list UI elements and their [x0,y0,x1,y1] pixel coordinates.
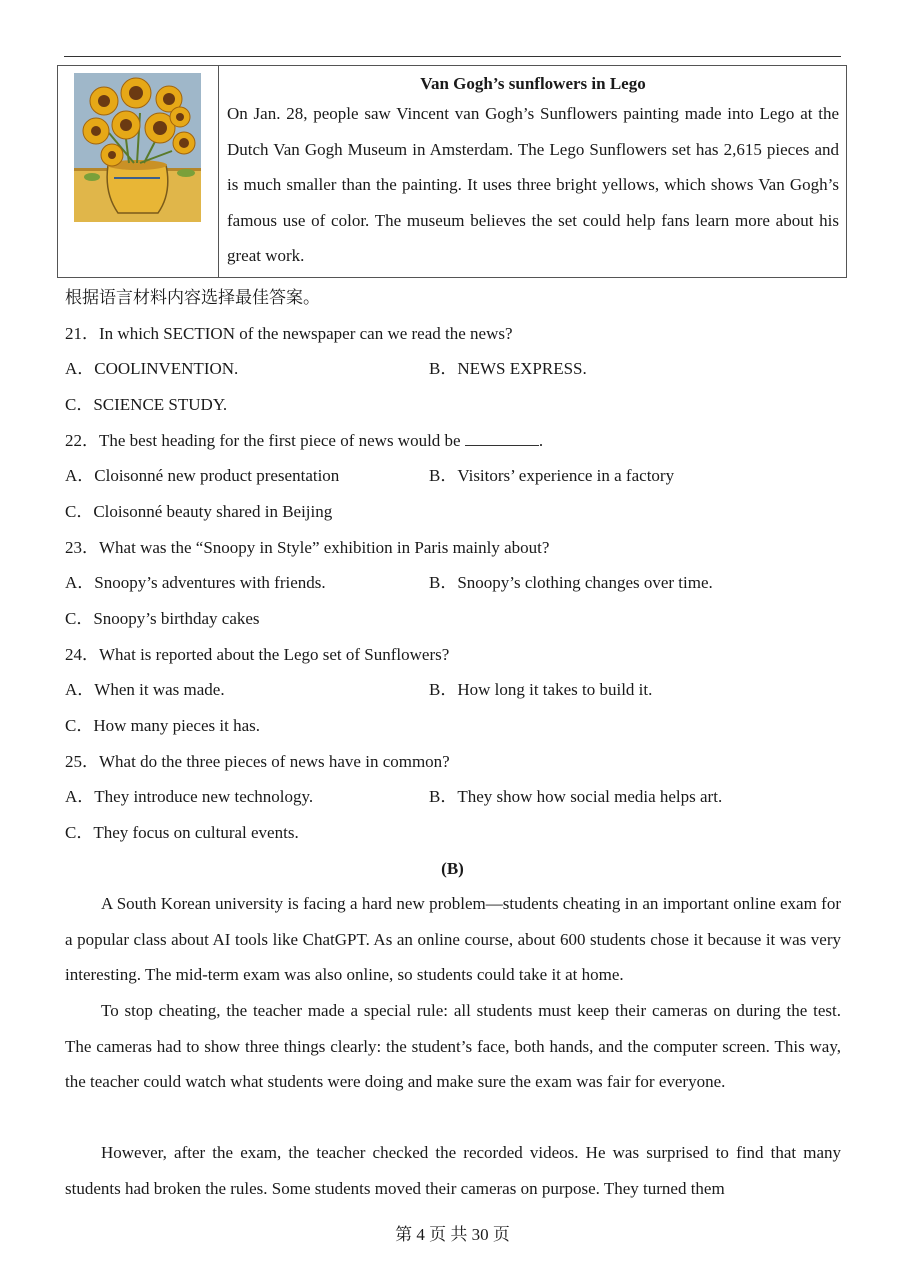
question-22-option-b: B．Visitors’ experience in a factory [429,466,675,485]
section-b-heading: (B) [441,859,464,878]
question-22-stem-text: 22．The best heading for the first piece of news would be [65,431,461,450]
question-23-option-c: C．Snoopy’s birthday cakes [65,609,260,628]
news-body: On Jan. 28, people saw Vincent van Gogh’s Sunflowers painting made into Lego at the Dutch Van Gogh Museum in Amsterdam. The Lego Sunflowers set has 2,615 pieces and is much smaller than the painting. It uses three bright yellows, which shows Van Gogh’s famous use of color. The museum believes the set could help fans learn more about his great work. [227,104,839,265]
header-rule [64,56,841,57]
page-footer: 第 4 页 共 30 页 [395,1225,510,1244]
question-25-stem: 25．What do the three pieces of news have in common? [65,752,450,771]
question-23-option-a: A．Snoopy’s adventures with friends. [65,573,326,592]
section-b-paragraph-1: A South Korean university is facing a hard new problem—students cheating in an important online exam for a popular class about AI tools like ChatGPT. As an online course, about 600 students chose it because it was very interesting. The mid-term exam was also online, so students could take it at home. [65,894,841,985]
question-24-option-b: B．How long it takes to build it. [429,680,653,699]
question-21-option-b: B．NEWS EXPRESS. [429,359,587,378]
news-title: Van Gogh’s sunflowers in Lego [420,74,646,93]
question-25-option-a: A．They introduce new technology. [65,787,314,806]
news-box [57,65,847,278]
image-cell [58,66,219,277]
instruction: 根据语言材料内容选择最佳答案。 [65,288,320,307]
news-text-cell [219,66,846,277]
question-23-option-b: B．Snoopy’s clothing changes over time. [429,573,713,592]
question-22-option-a: A．Cloisonné new product presentation [65,466,340,485]
question-21-stem: 21．In which SECTION of the newspaper can we read the news? [65,324,513,343]
section-b-paragraph-3: However, after the exam, the teacher checked the recorded videos. He was surprised to find that many students had broken the rules. Some students moved their cameras on purpose. They turned them [65,1143,841,1198]
question-22-stem [65,430,543,452]
question-22-stem-end: . [538,431,544,450]
sunflowers-painting [74,73,201,222]
question-25-option-c: C．They focus on cultural events. [65,823,299,842]
question-24-option-a: A．When it was made. [65,680,225,699]
section-b-paragraph-2: To stop cheating, the teacher made a special rule: all students must keep their cameras on during the test. The cameras had to show three things clearly: the student’s face, both hands, and the computer screen. This way, the teacher could watch what students were doing and make sure the exam was fair for everyone. [65,1001,841,1092]
question-21-option-a: A．COOLINVENTION. [65,359,239,378]
answer-blank [465,431,539,446]
question-24-stem: 24．What is reported about the Lego set of Sunflowers? [65,645,450,664]
question-22-option-c: C．Cloisonné beauty shared in Beijing [65,502,333,521]
question-21-option-c: C．SCIENCE STUDY. [65,395,228,414]
question-23-stem: 23．What was the “Snoopy in Style” exhibition in Paris mainly about? [65,538,550,557]
question-25-option-b: B．They show how social media helps art. [429,787,723,806]
question-24-option-c: C．How many pieces it has. [65,716,260,735]
